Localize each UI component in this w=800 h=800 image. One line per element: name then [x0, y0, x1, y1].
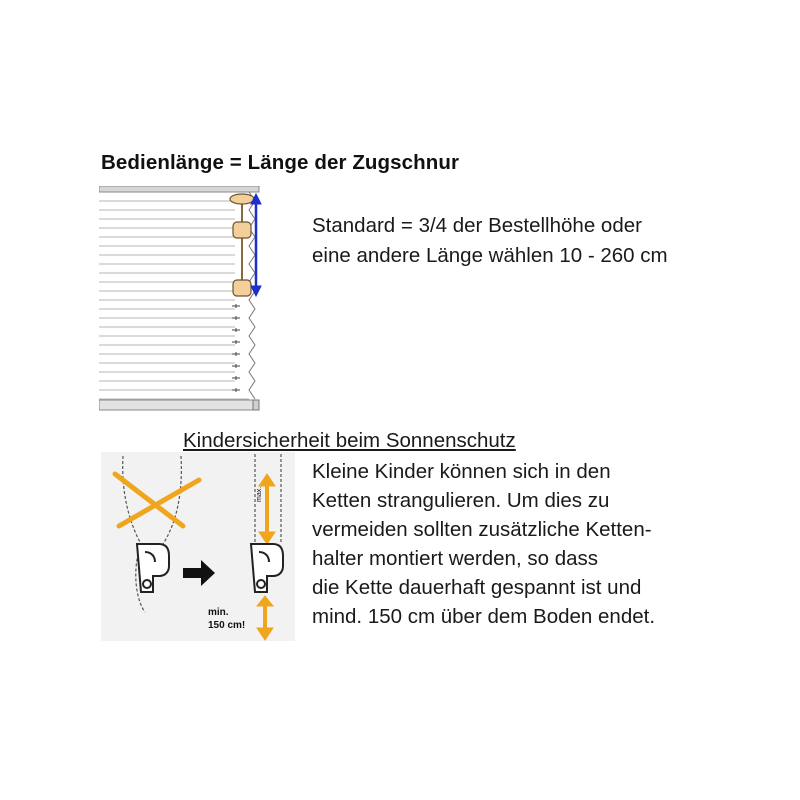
safety-line-6: mind. 150 cm über dem Boden endet.: [312, 605, 656, 628]
child-safety-heading: Kindersicherheit beim Sonnenschutz: [183, 429, 516, 452]
chain-holder-left: [137, 544, 169, 592]
child-safety-text: [312, 457, 655, 631]
standard-line-1: Standard = 3/4 der Bestellhöhe oder: [312, 214, 642, 237]
cord-grip-middle: [233, 222, 251, 238]
cross-out-icon: [115, 474, 199, 526]
chain-holder-illustration: [101, 452, 295, 641]
chain-holder-right: [251, 544, 283, 592]
pleated-blind-illustration: [99, 186, 264, 414]
safety-line-3: vermeiden sollten zusätzliche Ketten-: [312, 518, 652, 541]
cord-grip-bottom: [233, 280, 251, 296]
page-heading: Bedienlänge = Länge der Zugschnur: [101, 151, 460, 174]
length-arrow: [251, 194, 261, 296]
cord-guides: [232, 304, 240, 392]
bottom-rail: [99, 400, 259, 410]
safety-line-5: die Kette dauerhaft gespannt ist und: [312, 576, 642, 599]
standard-length-text: [312, 211, 668, 271]
standard-line-2: eine andere Länge wählen 10 - 260 cm: [312, 244, 668, 267]
min-label-line-1: min.: [208, 607, 229, 618]
max-distance-arrow: [259, 474, 275, 544]
max-label: max.: [256, 486, 263, 502]
safety-line-4: halter montiert werden, so dass: [312, 547, 598, 570]
min-height-arrow: [257, 596, 273, 640]
safety-line-2: Ketten strangulieren. Um dies zu: [312, 489, 610, 512]
chain-holder-drawing: [101, 452, 295, 641]
cord-grip-top: [230, 194, 254, 204]
safety-line-1: Kleine Kinder können sich in den: [312, 460, 611, 483]
top-rail: [99, 186, 259, 192]
arrow-right-icon: [183, 560, 215, 586]
blind-pleats: [99, 192, 249, 399]
min-label-line-2: 150 cm!: [208, 620, 246, 631]
min-height-label: [208, 606, 245, 632]
